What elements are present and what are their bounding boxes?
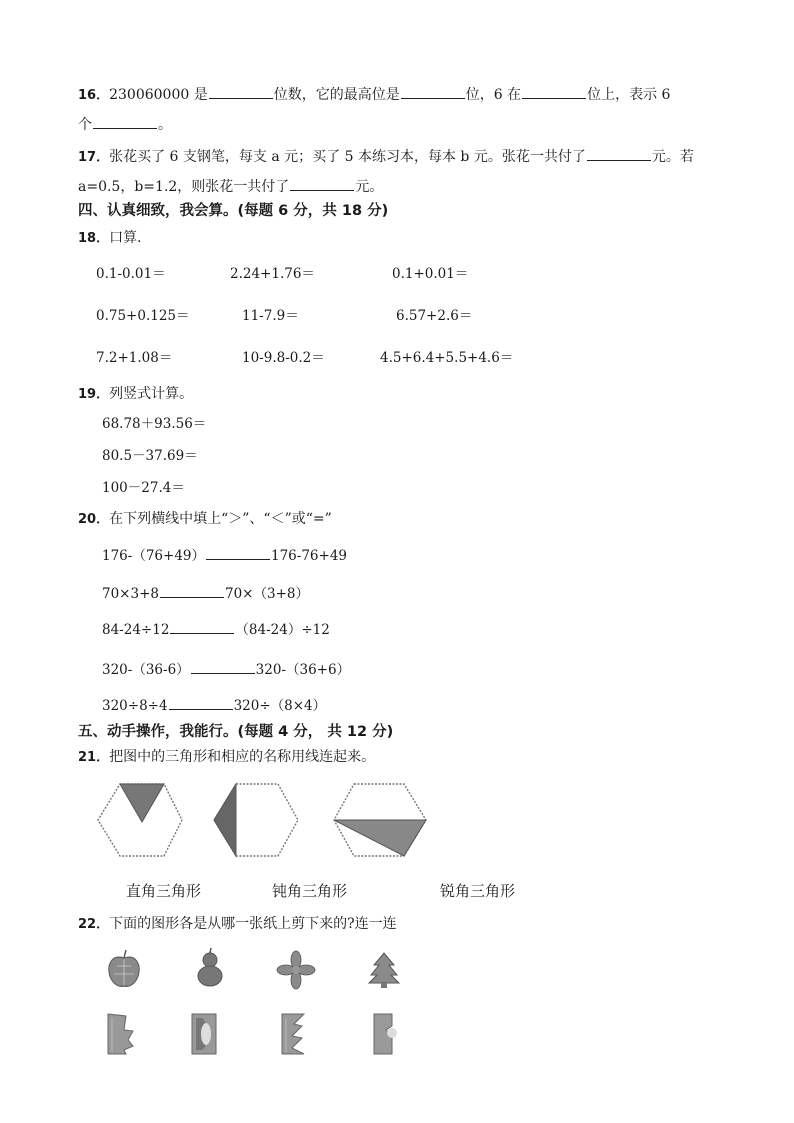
vertical-calc-item: 100－27.4＝ xyxy=(102,480,185,496)
question-number: 16． xyxy=(78,88,110,103)
section-5-title: 五、动手操作，我能行。(每题 4 分， 共 12 分) xyxy=(78,724,394,740)
paper-cut-3-icon[interactable] xyxy=(282,1014,304,1054)
apple-icon[interactable] xyxy=(109,950,139,986)
question-17-line-1: 17．张花买了 6 支钢笔，每支 a 元；买了 5 本练习本，每本 b 元。张花一共付了 元。若 xyxy=(78,145,694,168)
vertical-calc-item: 80.5－37.69＝ xyxy=(102,448,198,464)
label-right-triangle[interactable]: 直角三角形 xyxy=(126,882,202,900)
question-19-title: 19．列竖式计算。 xyxy=(78,386,194,402)
paper-cut-2-icon[interactable] xyxy=(192,1014,216,1054)
oral-calc-item: 10-9.8-0.2＝ xyxy=(242,350,325,366)
question-16-line-1: 16．230060000 是 位数，它的最高位是 位，6 在 位上，表示 6 xyxy=(78,83,670,106)
question-number: 17． xyxy=(78,150,110,165)
question-17-line-2: a=0.5，b=1.2，则张花一共付了 元。 xyxy=(78,175,383,197)
question-number: 20． xyxy=(78,512,110,527)
flower-icon[interactable] xyxy=(277,951,315,989)
question-18-title: 18．口算． xyxy=(78,230,152,246)
question-number: 18． xyxy=(78,231,110,246)
question-16-line-2: 个 。 xyxy=(78,113,172,135)
oral-calc-item: 0.75+0.125＝ xyxy=(96,308,190,324)
question-number: 19． xyxy=(78,387,110,402)
question-20-title: 20．在下列横线中填上“＞”、“＜”或“=” xyxy=(78,511,332,527)
label-acute-triangle[interactable]: 锐角三角形 xyxy=(440,882,516,900)
compare-item: 176-（76+49） 176-76+49 xyxy=(102,544,347,566)
oral-calc-item: 11-7.9＝ xyxy=(242,308,299,324)
gourd-icon[interactable] xyxy=(198,948,222,986)
label-obtuse-triangle[interactable]: 钝角三角形 xyxy=(272,882,348,900)
oral-calc-item: 0.1-0.01＝ xyxy=(96,266,166,282)
oral-calc-item: 0.1+0.01＝ xyxy=(392,266,469,282)
compare-item: 320÷8÷4 320÷（8×4） xyxy=(102,694,326,716)
question-21-title: 21．把图中的三角形和相应的名称用线连起来。 xyxy=(78,749,376,765)
section-4-title: 四、认真细致，我会算。(每题 6 分，共 18 分) xyxy=(78,203,389,219)
compare-item: 320-（36-6） 320-（36+6） xyxy=(102,658,350,680)
paper-cut-4-icon[interactable] xyxy=(374,1014,397,1054)
paper-cut-1-icon[interactable] xyxy=(108,1014,133,1054)
question-number: 22． xyxy=(78,917,110,932)
oral-calc-item: 7.2+1.08＝ xyxy=(96,350,173,366)
tree-icon[interactable] xyxy=(369,953,399,988)
oral-calc-item: 2.24+1.76＝ xyxy=(230,266,315,282)
compare-item: 70×3+8 70×（3+8） xyxy=(102,582,309,604)
oral-calc-item: 4.5+6.4+5.5+4.6＝ xyxy=(380,350,514,366)
oral-calc-item: 6.57+2.6＝ xyxy=(396,308,473,324)
question-number: 21． xyxy=(78,750,110,765)
compare-item: 84-24÷12 （84-24）÷12 xyxy=(102,618,330,640)
vertical-calc-item: 68.78＋93.56＝ xyxy=(102,416,207,432)
question-22-title: 22．下面的图形各是从哪一张纸上剪下来的?连一连 xyxy=(78,916,397,932)
